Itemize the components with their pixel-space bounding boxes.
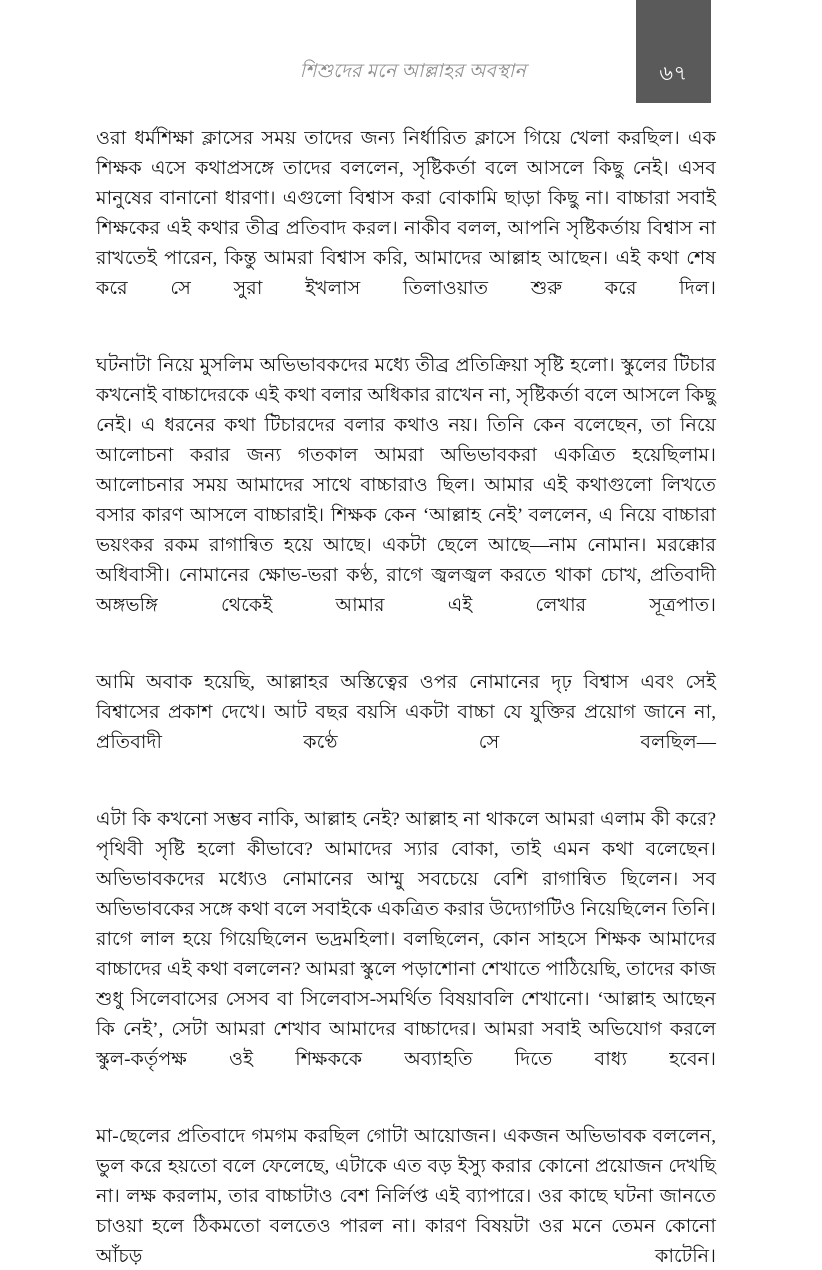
- paragraph: ওরা ধর্মশিক্ষা ক্লাসের সময় তাদের জন্য নির্ধারিত ক্লাসে গিয়ে খেলা করছিল। এক শিক্ষক এসে কথাপ্রসঙ্গে তাদের বললেন, সৃষ্টিকর্তা বলে আসলে কিছু নেই। এসব মানুষের বানানো ধারণা। এগুলো বিশ্বাস করা বোকামি ছাড়া কিছু না। বাচ্চারা সবাই শিক্ষকের এই কথার তীব্র প্রতিবাদ করল। নাকীব বলল, আপনি সৃষ্টিকর্তায় বিশ্বাস না রাখতেই পারেন, কিন্তু আমরা বিশ্বাস করি, আমাদের আল্লাহ আছেন। এই কথা শেষ করে সে সুরা ইখলাস তিলাওয়াত শুরু করে দিল।: [96, 128, 716, 299]
- page-number-box: [636, 0, 711, 103]
- body-text-column: [96, 124, 716, 1270]
- page-number: ৬৭: [659, 61, 688, 85]
- paragraph: মা-ছেলের প্রতিবাদে গমগম করছিল গোটা আয়োজন। একজন অভিভাবক বললেন, ভুল করে হয়তো বলে ফেলেছে, এটাকে এত বড় ইস্যু করার কোনো প্রয়োজন দেখছি না। লক্ষ করলাম, তার বাচ্চাটাও বেশ নির্লিপ্ত এই ব্যাপারে। ওর কাছে ঘটনা জানতে চাওয়া হলে ঠিকমতো বলতেও পারল না। কারণ বিষয়টা ওর মনে তেমন কোনো আঁচড় কাটেনি।: [96, 1126, 716, 1267]
- paragraph: এটা কি কখনো সম্ভব নাকি, আল্লাহ নেই? আল্লাহ না থাকলে আমরা এলাম কী করে? পৃথিবী সৃষ্টি হলো কীভাবে? আমাদের স্যার বোকা, তাই এমন কথা বলেছেন। অভিভাবকদের মধ্যেও নোমানের আম্মু সবচেয়ে বেশি রাগান্বিত ছিলেন। সব অভিভাবকের সঙ্গে কথা বলে সবাইকে একত্রিত করার উদ্যোগটিও নিয়েছিলেন তিনি। রাগে লাল হয়ে গিয়েছিলেন ভদ্রমহিলা। বলছিলেন, কোন সাহসে শিক্ষক আমাদের বাচ্চাদের এই কথা বললেন? আমরা স্কুলে পড়াশোনা শেখাতে পাঠিয়েছি, তাদের কাজ শুধু সিলেবাসের সেসব বা সিলেবাস-সমর্থিত বিষয়াবলি শেখানো। ‘আল্লাহ আছেন কি নেই’, সেটা আমরা শেখাব আমাদের বাচ্চাদের। আমরা সবাই অভিযোগ করলে স্কুল-কর্তৃপক্ষ ওই শিক্ষককে অব্যাহতি দিতে বাধ্য হবেন।: [96, 809, 716, 1070]
- paragraph: ঘটনাটা নিয়ে মুসলিম অভিভাবকদের মধ্যে তীব্র প্রতিক্রিয়া সৃষ্টি হলো। স্কুলের টিচার কখনোই বাচ্চাদেরকে এই কথা বলার অধিকার রাখেন না, সৃষ্টিকর্তা বলে আসলে কিছু নেই। এ ধরনের কথা টিচারদের বলার কথাও নয়। তিনি কেন বলেছেন, তা নিয়ে আলোচনা করার জন্য গতকাল আমরা অভিভাবকরা একত্রিত হয়েছিলাম। আলোচনার সময় আমাদের সাথে বাচ্চারাও ছিল। আমার এই কথাগুলো লিখতে বসার কারণ আসলে বাচ্চারাই। শিক্ষক কেন ‘আল্লাহ নেই’ বললেন, এ নিয়ে বাচ্চারা ভয়ংকর রকম রাগান্বিত হয়ে আছে। একটা ছেলে আছে—নাম নোমান। মরক্কোর অধিবাসী। নোমানের ক্ষোভ-ভরা কণ্ঠ, রাগে জ্বলজ্বল করতে থাকা চোখ, প্রতিবাদী অঙ্গভঙ্গি থেকেই আমার এই লেখার সূত্রপাত।: [96, 355, 716, 616]
- running-header: [0, 0, 822, 104]
- paragraph: আমি অবাক হয়েছি, আল্লাহর অস্তিত্বের ওপর নোমানের দৃঢ় বিশ্বাস এবং সেই বিশ্বাসের প্রকাশ দেখে। আট বছর বয়সি একটা বাচ্চা যে যুক্তির প্রয়োগ জানে না, প্রতিবাদী কণ্ঠে সে বলছিল—: [96, 672, 716, 753]
- chapter-title: শিশুদের মনে আল্লাহর অবস্থান: [299, 61, 526, 82]
